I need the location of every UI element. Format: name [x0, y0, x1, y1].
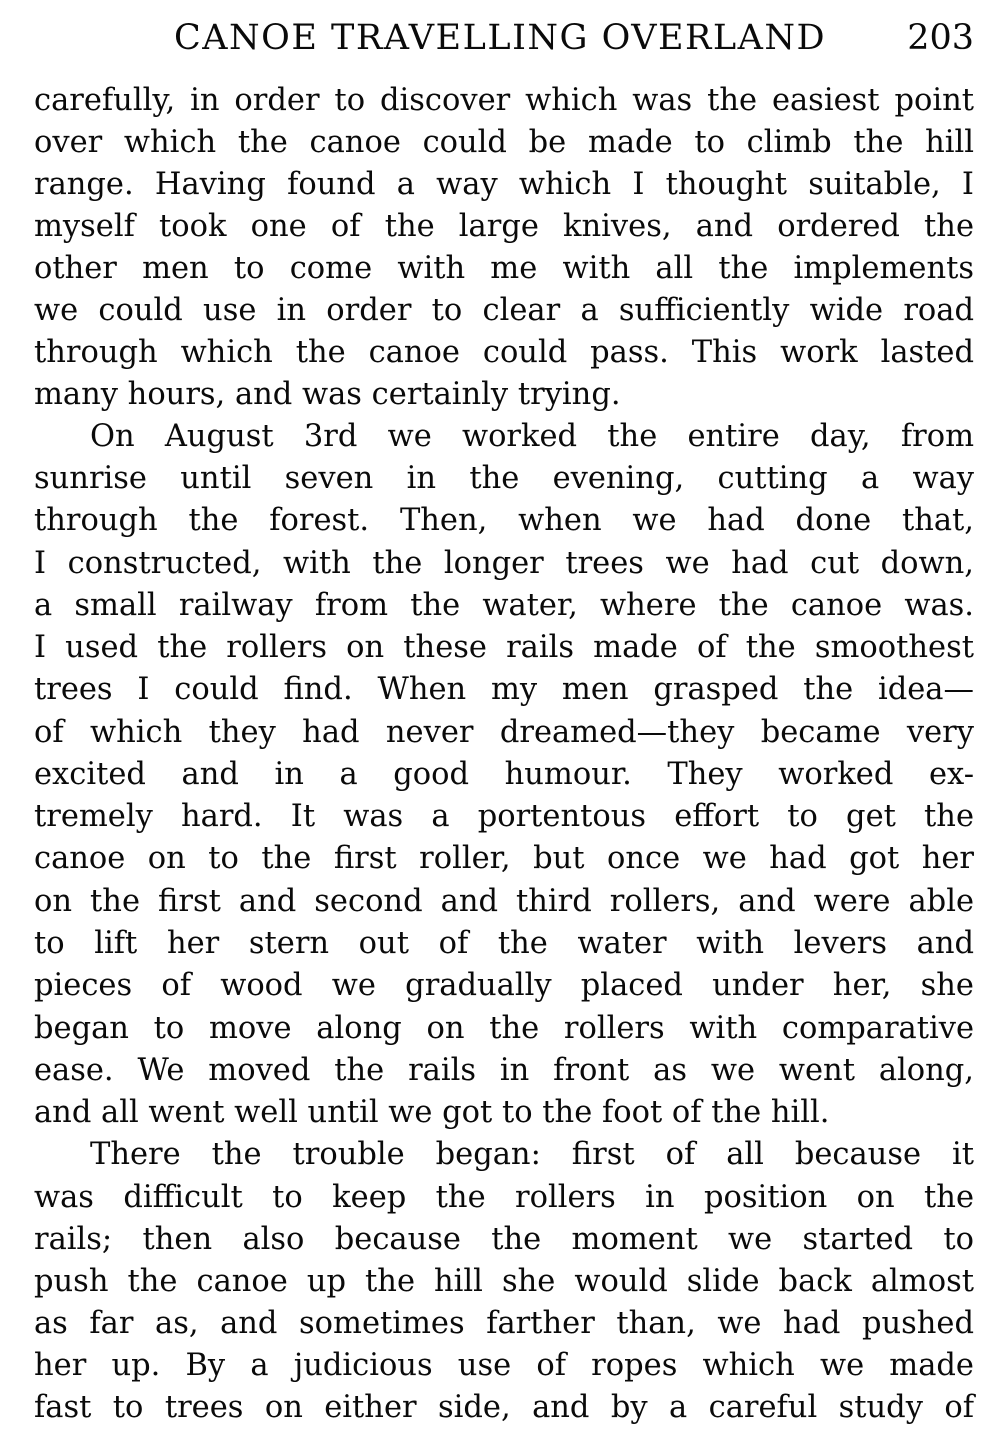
- text-line: rails; then also because the moment we started to: [34, 1222, 974, 1257]
- text-line: carefully, in order to discover which was the easiest point: [34, 83, 974, 118]
- text-line: push the canoe up the hill she would slide back almost: [34, 1264, 974, 1299]
- text-line: over which the canoe could be made to climb the hill: [34, 125, 974, 160]
- text-line: range. Having found a way which I thought suitable, I: [34, 167, 974, 202]
- text-line: through which the canoe could pass. This work lasted: [34, 335, 974, 370]
- text-line: a small railway from the water, where the canoe was.: [34, 588, 974, 623]
- paragraph-first-line: There the trouble began: first of all because it: [90, 1137, 974, 1172]
- text-line: I constructed, with the longer trees we had cut down,: [34, 546, 974, 581]
- text-line: as far as, and sometimes farther than, we had pushed: [34, 1306, 974, 1341]
- text-line: canoe on to the first roller, but once we had got her: [34, 841, 974, 876]
- text-line: tremely hard. It was a portentous effort to get the: [34, 799, 974, 834]
- text-line: many hours, and was certainly trying.: [34, 377, 621, 412]
- text-line: excited and in a good humour. They worked ex-: [34, 757, 974, 792]
- text-line: sunrise until seven in the evening, cutting a way: [34, 461, 974, 496]
- running-title: CANOE TRAVELLING OVERLAND: [174, 18, 827, 58]
- paragraph-first-line: On August 3rd we worked the entire day, from: [90, 419, 974, 454]
- text-line: of which they had never dreamed—they became very: [34, 715, 974, 750]
- text-line: her up. By a judicious use of ropes which we made: [34, 1348, 974, 1383]
- text-line: was difficult to keep the rollers in position on the: [34, 1180, 974, 1215]
- text-line: other men to come with me with all the implements: [34, 251, 974, 286]
- text-line: and all went well until we got to the foot of the hill.: [34, 1095, 830, 1130]
- text-line: fast to trees on either side, and by a careful study of: [34, 1390, 974, 1425]
- text-line: through the forest. Then, when we had done that,: [34, 503, 974, 538]
- text-line: ease. We moved the rails in front as we went along,: [34, 1053, 974, 1088]
- text-line: we could use in order to clear a sufficiently wide road: [34, 293, 974, 328]
- text-line: began to move along on the rollers with comparative: [34, 1011, 974, 1046]
- text-line: pieces of wood we gradually placed under her, she: [34, 968, 974, 1003]
- text-line: myself took one of the large knives, and ordered the: [34, 209, 974, 244]
- text-line: on the first and second and third rollers, and were able: [34, 884, 974, 919]
- running-head: [34, 14, 974, 62]
- text-line: to lift her stern out of the water with levers and: [34, 926, 974, 961]
- page-number: 203: [907, 18, 974, 58]
- text-line: I used the rollers on these rails made of the smoothest: [34, 630, 974, 665]
- text-line: trees I could find. When my men grasped the idea—: [34, 672, 974, 707]
